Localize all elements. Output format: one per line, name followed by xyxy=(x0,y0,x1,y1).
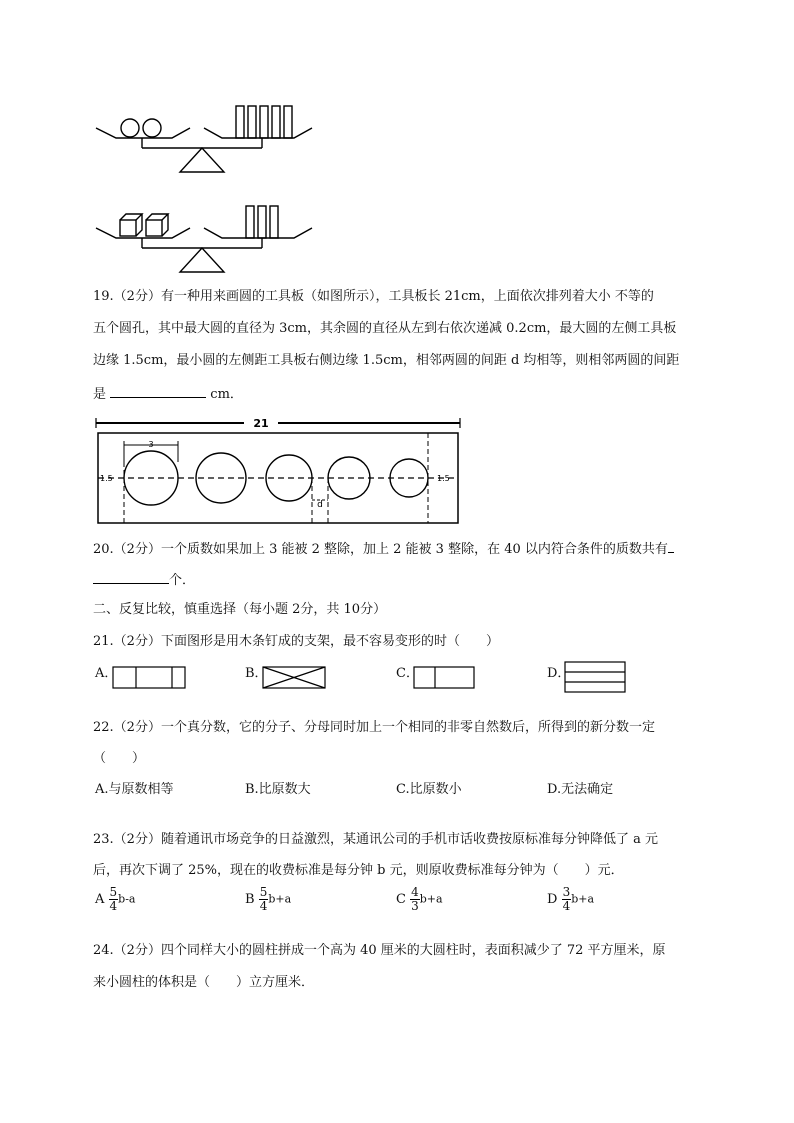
q20-line-1 xyxy=(93,538,674,560)
q21-option-d-label: D． xyxy=(547,666,571,681)
q21-figure-d[interactable] xyxy=(564,661,628,695)
q19-line-1: 19.（2分）有一种用来画圆的工具板（如图所示），工具板长 21cm，上面依次排列着大小 不等的 xyxy=(93,289,654,304)
balance-scale-figure-1 xyxy=(90,96,320,178)
q19-line-3: 边缘 1.5cm，最小圆的左侧距工具板右侧边缘 1.5cm，相邻两圆的间距 d 均相等，则相邻两圆的间距 xyxy=(93,353,680,368)
q23-option-a-numerator: 5 xyxy=(109,885,118,899)
q21-figure-a[interactable] xyxy=(112,666,188,690)
board-length-label: 21 xyxy=(253,417,269,430)
q24-line-2: 来小圆柱的体积是（ ）立方厘米． xyxy=(93,975,315,990)
q20-line-2 xyxy=(93,569,195,591)
q23-option-c-tail: b+a xyxy=(419,892,443,906)
q23-option-b[interactable] xyxy=(245,886,291,913)
section-2-heading: 二、反复比较，慎重选择（每小题 2分，共 10分） xyxy=(93,602,387,617)
q21-figure-b[interactable] xyxy=(262,666,328,690)
q21-stem: 21.（2分）下面图形是用木条钉成的支架，最不容易变形的时（ ） xyxy=(93,634,499,649)
q20-answer-blank[interactable] xyxy=(93,569,169,584)
q23-option-c-denominator: 3 xyxy=(411,899,419,913)
q19-line-4 xyxy=(93,383,243,405)
q23-option-b-numerator: 5 xyxy=(259,885,268,899)
q23-option-a-letter: A xyxy=(95,892,105,907)
left-margin-label: 1.5 xyxy=(100,474,113,483)
q22-option-c[interactable]: C.比原数小 xyxy=(396,782,462,797)
q22-option-a[interactable]: A.与原数相等 xyxy=(95,782,174,797)
q23-option-b-fraction xyxy=(259,886,269,913)
q23-option-c-fraction xyxy=(410,886,420,913)
q23-option-b-denominator: 4 xyxy=(259,899,268,913)
q23-option-a-tail: b-a xyxy=(118,892,136,906)
q23-option-d-numerator: 3 xyxy=(562,885,571,899)
circle-tool-board-diagram xyxy=(94,414,464,528)
q21-option-c-label: C． xyxy=(396,666,419,681)
q20-line-1-text: 20.（2分）一个质数如果加上 3 能被 2 整除，加上 2 能被 3 整除，在 40 以内符合条件的质数共有 xyxy=(93,542,668,557)
q23-option-a-denominator: 4 xyxy=(109,899,118,913)
q22-option-d[interactable]: D.无法确定 xyxy=(547,782,614,797)
q20-line-2-suffix: 个． xyxy=(169,573,196,588)
q23-option-c-numerator: 4 xyxy=(411,885,419,899)
q19-line-4-prefix: 是 xyxy=(93,387,107,402)
q19-line-2: 五个圆孔，其中最大圆的直径为 3cm，其余圆的直径从左到右依次递减 0.2cm，最大圆的左侧工具板 xyxy=(93,321,677,336)
q19-line-4-suffix: cm． xyxy=(210,387,243,402)
q19-answer-blank[interactable] xyxy=(110,383,206,398)
q23-option-d-denominator: 4 xyxy=(562,899,571,913)
q20-answer-blank-part1[interactable] xyxy=(668,538,674,553)
q23-line-1: 23.（2分）随着通讯市场竞争的日益激烈，某通讯公司的手机市话收费按原标准每分钟降低了 a 元 xyxy=(93,832,658,847)
diameter-label: 3 xyxy=(148,440,154,449)
q21-option-a-label: A． xyxy=(95,666,118,681)
q22-line-1: 22.（2分）一个真分数，它的分子、分母同时加上一个相同的非零自然数后，所得到的新分数一定 xyxy=(93,720,655,735)
q23-option-d-tail: b+a xyxy=(571,892,595,906)
q23-option-b-tail: b+a xyxy=(268,892,292,906)
q22-line-2: （ ） xyxy=(93,751,146,766)
q24-line-1: 24.（2分）四个同样大小的圆柱拼成一个高为 40 厘米的大圆柱时，表面积减少了 72 平方厘米，原 xyxy=(93,943,666,958)
right-margin-label: 1.5 xyxy=(437,474,450,483)
q23-line-2: 后，再次下调了 25%，现在的收费标准是每分钟 b 元，则原收费标准每分钟为（ ）元． xyxy=(93,863,624,878)
q23-option-a[interactable] xyxy=(95,886,136,913)
q23-option-a-fraction xyxy=(109,886,119,913)
balance-scale-figure-2 xyxy=(90,196,320,276)
q23-option-d-letter: D xyxy=(547,892,558,907)
q21-figure-c[interactable] xyxy=(413,666,477,690)
q23-option-c-letter: C xyxy=(396,892,406,907)
q21-option-b-label: B． xyxy=(245,666,268,681)
gap-d-label: d xyxy=(317,500,323,510)
q23-option-b-letter: B xyxy=(245,892,255,907)
q23-option-d-fraction xyxy=(562,886,572,913)
q23-option-d[interactable] xyxy=(547,886,594,913)
q22-option-b[interactable]: B.比原数大 xyxy=(245,782,311,797)
q23-option-c[interactable] xyxy=(396,886,443,913)
